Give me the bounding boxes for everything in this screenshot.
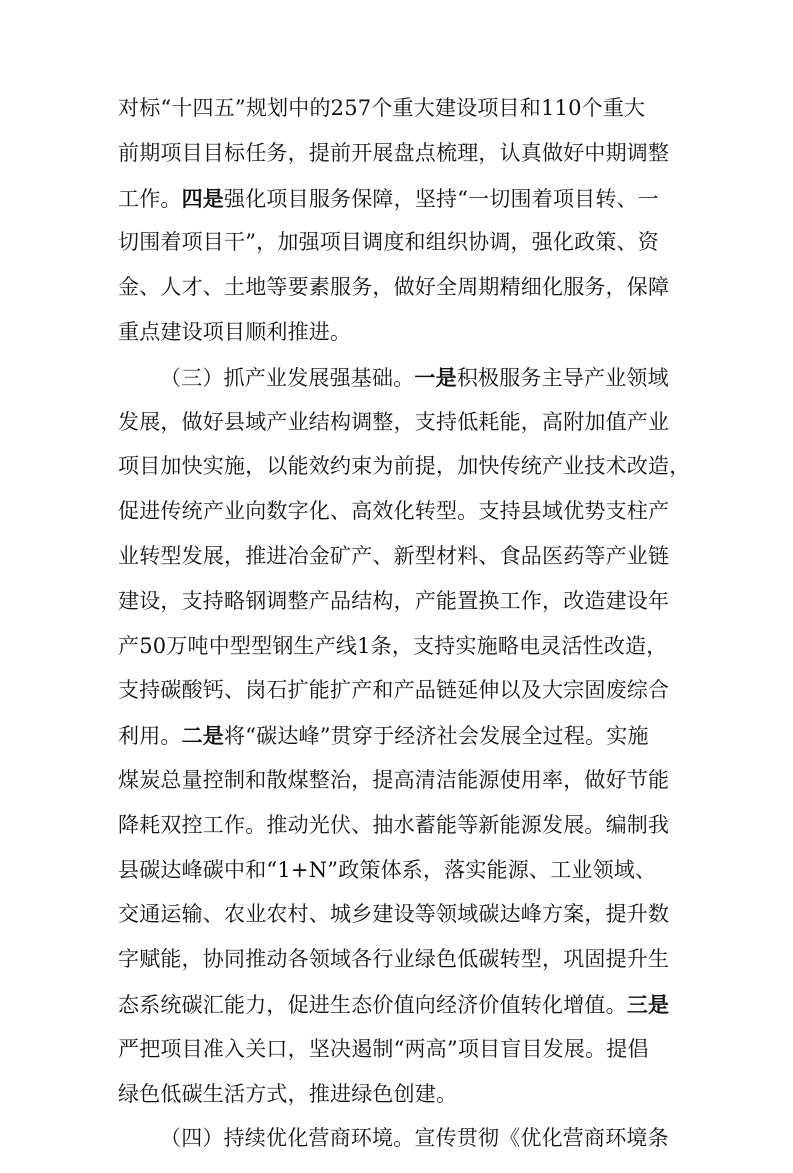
text-segment: 业转型发展，推进冶金矿产、新型材料、食品医药等产业链 bbox=[118, 543, 670, 568]
bold-text-segment: 二是 bbox=[181, 723, 225, 749]
text-segment: 煤炭总量控制和散煤整治，提高清洁能源使用率，做好节能 bbox=[118, 767, 670, 792]
text-segment: 积极服务主导产业领域 bbox=[456, 365, 669, 390]
text-segment: 降耗双控工作。推动光伏、抽水蓄能等新能源发展。编制我 bbox=[118, 812, 670, 837]
text-line bbox=[118, 364, 675, 390]
text-segment: 字赋能，协同推动各领域各行业绿色低碳转型，巩固提升生 bbox=[118, 947, 670, 972]
text-line bbox=[118, 991, 675, 1017]
text-segment: 交通运输、农业农村、城乡建设等领域碳达峰方案，提升数 bbox=[118, 902, 670, 927]
text-line bbox=[118, 949, 675, 971]
text-segment: 产50万吨中型型钢生产线1条，支持实施略电灵活性改造， bbox=[118, 633, 668, 658]
text-line bbox=[118, 904, 675, 926]
text-segment: 促进传统产业向数字化、高效化转型。支持县域优势支柱产 bbox=[118, 499, 670, 524]
bold-text-segment: 三是 bbox=[626, 991, 670, 1017]
text-line bbox=[118, 319, 675, 344]
text-segment: 强化项目服务保障，坚持“一切围着项目转、一 bbox=[224, 186, 659, 211]
text-segment: 项目加快实施，以能效约束为前提，加快传统产业技术改造， bbox=[118, 454, 691, 479]
text-segment: 对标“十四五”规划中的257个重大建设项目和110个重大 bbox=[118, 96, 646, 120]
text-segment: 严把项目准入关口，坚决遏制“两高”项目盲目发展。提倡 bbox=[118, 1036, 649, 1061]
text-line bbox=[118, 725, 675, 747]
text-segment: 工作。 bbox=[118, 186, 182, 211]
text-line bbox=[118, 812, 675, 837]
text-segment: （三）抓产业发展强基础。 bbox=[160, 365, 415, 390]
text-segment: 发展，做好县域产业结构调整，支持低耗能，高附加值产业 bbox=[118, 409, 670, 434]
text-line bbox=[118, 454, 691, 479]
text-segment: 金、人才、土地等要素服务，做好全周期精细化服务，保障 bbox=[118, 275, 670, 300]
text-segment: 将“碳达峰”贯穿于经济社会发展全过程。实施 bbox=[224, 724, 649, 749]
text-line bbox=[118, 1081, 675, 1106]
text-segment: 重点建设项目顺利推进。 bbox=[118, 319, 352, 344]
text-segment: 前期项目目标任务，提前开展盘点梳理，认真做好中期调整 bbox=[118, 140, 670, 165]
text-segment: 态系统碳汇能力，促进生态价值向经济价值转化增值。 bbox=[118, 992, 627, 1017]
text-segment: 利用。 bbox=[118, 724, 182, 749]
text-segment: 绿色低碳生活方式，推进绿色创建。 bbox=[118, 1081, 458, 1106]
bold-text-segment: 一是 bbox=[414, 364, 457, 390]
text-line bbox=[118, 857, 675, 882]
text-line bbox=[118, 543, 675, 568]
text-line bbox=[118, 633, 675, 658]
text-segment: 切围着项目干”，加强项目调度和组织协调，强化政策、资 bbox=[118, 230, 659, 255]
text-line bbox=[118, 1128, 675, 1150]
text-segment: 建设，支持略钢调整产品结构，产能置换工作，改造建设年 bbox=[118, 588, 670, 613]
bold-text-segment: 四是 bbox=[181, 185, 225, 211]
text-line bbox=[118, 588, 675, 613]
document-body bbox=[118, 96, 691, 1173]
text-line bbox=[118, 680, 675, 702]
text-segment: （四）持续优化营商环境。宣传贯彻《优化营商环境条 bbox=[160, 1126, 669, 1151]
text-line bbox=[118, 232, 675, 254]
text-segment: 支持碳酸钙、岗石扩能扩产和产品链延伸以及大宗固废综合 bbox=[118, 678, 670, 703]
text-line bbox=[118, 98, 675, 120]
text-line bbox=[118, 767, 675, 792]
text-line bbox=[118, 185, 675, 211]
text-line bbox=[118, 140, 675, 165]
text-line bbox=[118, 501, 675, 523]
text-line bbox=[118, 1036, 675, 1061]
text-segment: 县碳达峰碳中和“1+N”政策体系，落实能源、工业领域、 bbox=[118, 857, 657, 882]
text-line bbox=[118, 277, 675, 299]
text-line bbox=[118, 409, 675, 434]
